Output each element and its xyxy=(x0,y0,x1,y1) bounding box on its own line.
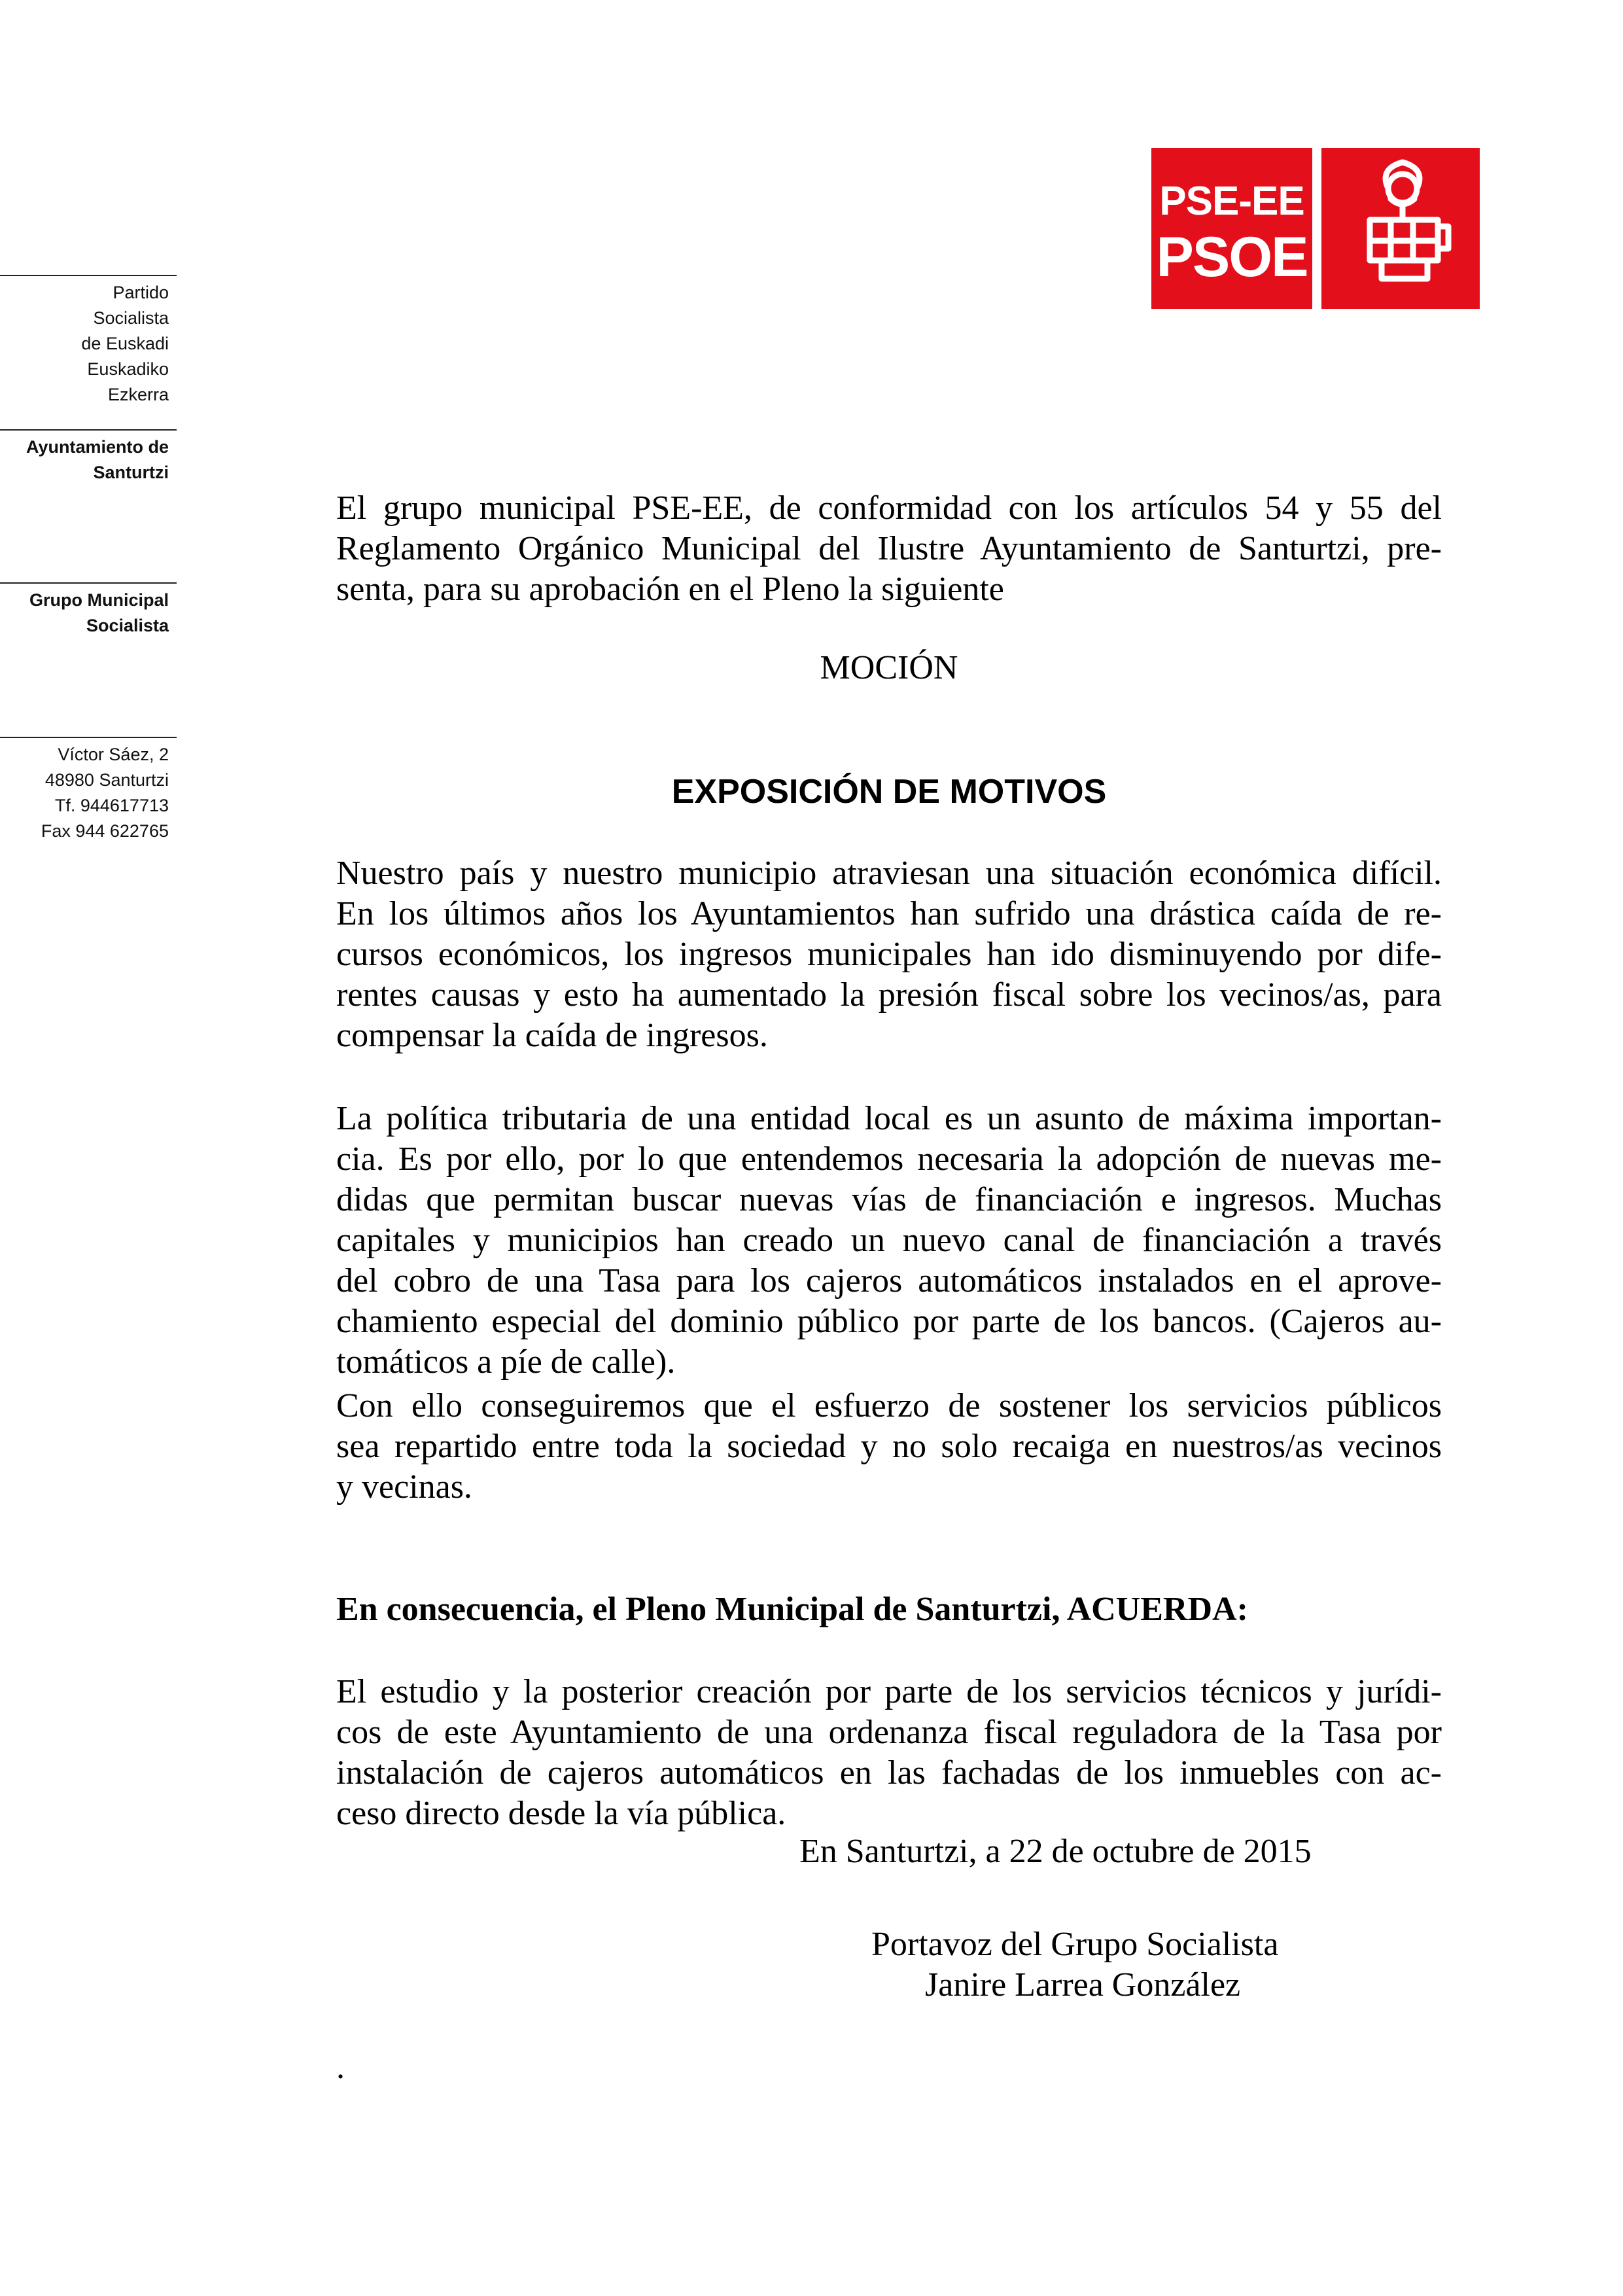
paragraph-line: El estudio y la posterior creación por parte de los servicios técnicos y jurídi- xyxy=(336,1673,1442,1710)
paragraph-line: chamiento especial del dominio público por parte de los bancos. (Cajeros au- xyxy=(336,1303,1442,1340)
sidebar-text: Partido xyxy=(113,283,169,302)
sidebar-text: Ayuntamiento de xyxy=(26,437,169,457)
sidebar-text: Euskadiko xyxy=(87,359,169,379)
reasons-paragraph-2 xyxy=(336,1099,1442,1383)
fist-rose-icon xyxy=(1321,148,1480,309)
sidebar-text: Socialista xyxy=(93,308,169,328)
paragraph-line: Con ello conseguiremos que el esfuerzo de sostener los servicios públicos xyxy=(336,1387,1442,1424)
trailing-mark: . xyxy=(336,2049,345,2086)
sidebar-text: Santurtzi xyxy=(93,463,169,482)
sidebar-text: Ezkerra xyxy=(107,385,169,404)
sidebar-text: Fax 944 622765 xyxy=(41,821,169,841)
paragraph-line: instalación de cajeros automáticos en las fachadas de los inmuebles con ac- xyxy=(336,1754,1442,1792)
logo-text-box xyxy=(1151,148,1312,309)
paragraph-line: El grupo municipal PSE-EE, de conformidad con los artículos 54 y 55 del xyxy=(336,489,1442,527)
signature-name: Janire Larrea González xyxy=(925,1966,1241,2004)
sidebar-text: Grupo Municipal xyxy=(29,590,169,610)
reasons-paragraph-1 xyxy=(336,853,1442,1056)
sidebar-text: Tf. 944617713 xyxy=(54,796,169,815)
sidebar-text: Víctor Sáez, 2 xyxy=(58,745,169,764)
sidebar-divider xyxy=(0,582,177,584)
reasons-paragraph-3 xyxy=(336,1386,1442,1508)
paragraph-line: rentes causas y esto ha aumentado la presión fiscal sobre los vecinos/as, para xyxy=(336,976,1442,1014)
paragraph-line: didas que permitan buscar nuevas vías de financiación e ingresos. Muchas xyxy=(336,1181,1442,1218)
sidebar-divider xyxy=(0,275,177,276)
motion-title: MOCIÓN xyxy=(820,649,958,686)
paragraph-line: Nuestro país y nuestro municipio atraviesan una situación económica difícil. xyxy=(336,855,1442,892)
party-logo xyxy=(1151,148,1480,309)
date-line: En Santurtzi, a 22 de octubre de 2015 xyxy=(799,1833,1312,1870)
resolution-title: En consecuencia, el Pleno Municipal de Santurtzi, ACUERDA: xyxy=(336,1591,1248,1628)
logo-line-2: PSOE xyxy=(1156,226,1308,289)
paragraph-line: compensar la caída de ingresos. xyxy=(336,1017,768,1054)
resolution-paragraph xyxy=(336,1672,1442,1834)
paragraph-line: tomáticos a píe de calle). xyxy=(336,1343,676,1381)
paragraph-line: del cobro de una Tasa para los cajeros automáticos instalados en el aprove- xyxy=(336,1262,1442,1299)
sidebar-divider xyxy=(0,737,177,738)
sidebar-text: de Euskadi xyxy=(81,334,169,353)
section-title: EXPOSICIÓN DE MOTIVOS xyxy=(671,773,1107,811)
sidebar-divider xyxy=(0,429,177,431)
paragraph-line: y vecinas. xyxy=(336,1468,472,1506)
intro-paragraph xyxy=(336,488,1442,610)
logo-symbol-box xyxy=(1321,148,1480,309)
logo-line-1: PSE-EE xyxy=(1159,179,1304,224)
paragraph-line: La política tributaria de una entidad local es un asunto de máxima importan- xyxy=(336,1100,1442,1137)
sidebar-text: Socialista xyxy=(86,616,169,635)
paragraph-line: En los últimos años los Ayuntamientos han sufrido una drástica caída de re- xyxy=(336,895,1442,932)
paragraph-line: cia. Es por ello, por lo que entendemos necesaria la adopción de nuevas me- xyxy=(336,1140,1442,1178)
paragraph-line: senta, para su aprobación en el Pleno la siguiente xyxy=(336,571,1004,608)
paragraph-line: sea repartido entre toda la sociedad y no solo recaiga en nuestros/as vecinos xyxy=(336,1428,1442,1465)
sidebar-text: 48980 Santurtzi xyxy=(44,770,169,790)
signature-role: Portavoz del Grupo Socialista xyxy=(871,1926,1279,1963)
paragraph-line: capitales y municipios han creado un nuevo canal de financiación a través xyxy=(336,1222,1442,1259)
paragraph-line: cursos económicos, los ingresos municipales han ido disminuyendo por dife- xyxy=(336,936,1442,973)
paragraph-line: cos de este Ayuntamiento de una ordenanza fiscal reguladora de la Tasa por xyxy=(336,1714,1442,1751)
paragraph-line: ceso directo desde la vía pública. xyxy=(336,1795,786,1832)
paragraph-line: Reglamento Orgánico Municipal del Ilustre Ayuntamiento de Santurtzi, pre- xyxy=(336,530,1442,567)
